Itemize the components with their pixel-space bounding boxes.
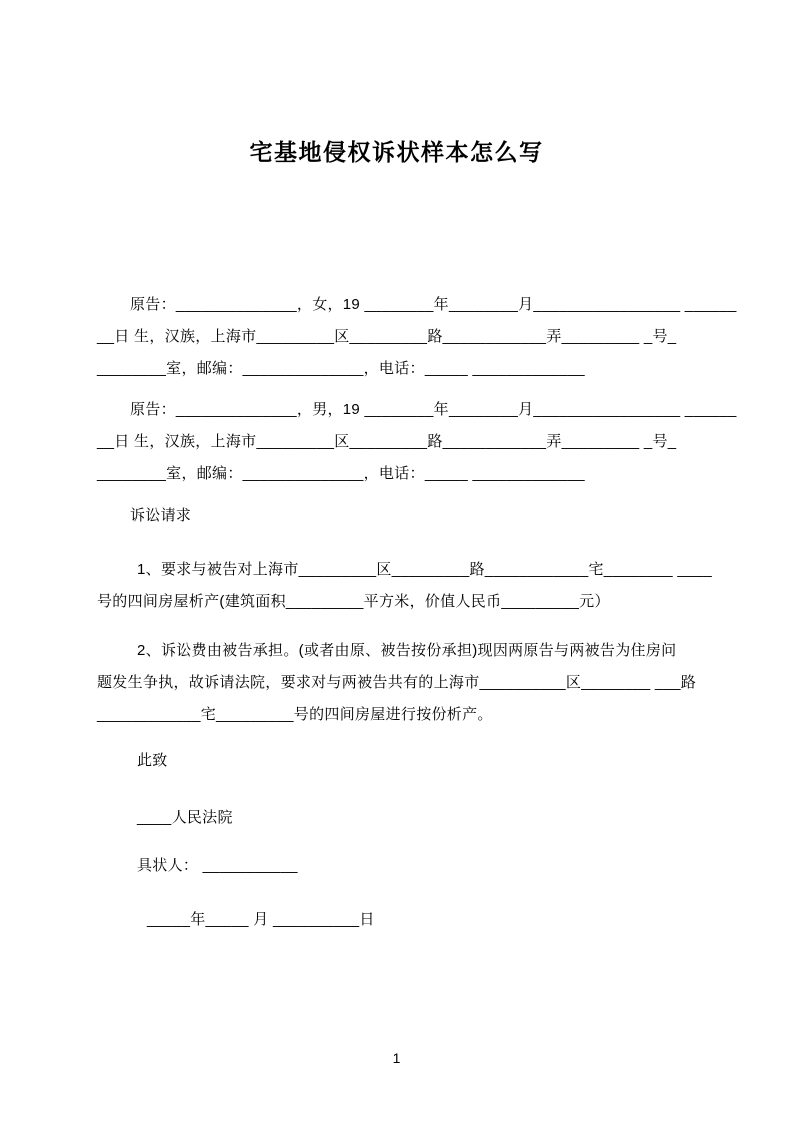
claim-line: 1、要求与被告对上海市_________区_________路____________宅________ ____ — [137, 561, 712, 578]
closing-salutation — [97, 745, 703, 777]
plaintiff-line: 原告：______________，男，19 ________年________月_________________ ______ — [130, 401, 737, 418]
plaintiff-line: __日 生，汉族，上海市_________区_________路____________弄_________ _号_ — [97, 433, 677, 450]
closing-date-line — [97, 904, 703, 936]
closing-court-text: ____人民法院 — [137, 809, 233, 826]
claims-heading-text: 诉讼请求 — [130, 507, 192, 524]
plaintiff-line: ________室，邮编：______________，电话：_____ _____________ — [97, 360, 585, 377]
document-title: 宅基地侵权诉状样本怎么写 — [249, 139, 544, 165]
page-number: 1 — [392, 1050, 401, 1066]
plaintiff-line: __日 生，汉族，上海市_________区_________路____________弄_________ _号_ — [97, 328, 677, 345]
claim-item-2 — [97, 635, 703, 731]
closing-court-line — [97, 802, 703, 834]
plaintiff-paragraph-male — [97, 394, 737, 490]
plaintiff-line: 原告：______________，女，19 ________年________月_________________ ______ — [130, 296, 737, 313]
claims-heading — [97, 500, 703, 532]
claim-line: ____________宅_________号的四间房屋进行按份析产。 — [97, 706, 493, 723]
claim-line: 2、诉讼费由被告承担。(或者由原、被告按份承担)现因两原告与两被告为住房问 — [137, 642, 677, 659]
plaintiff-paragraph-female — [97, 289, 737, 385]
closing-date-text: _____年_____ 月 __________日 — [147, 911, 375, 928]
claim-line: 题发生争执，故诉请法院，要求对与两被告共有的上海市__________区________ ___路 — [97, 674, 697, 691]
plaintiff-line: ________室，邮编：______________，电话：_____ _____________ — [97, 465, 585, 482]
claim-item-1 — [97, 554, 712, 618]
closing-petitioner-text: 具状人： ___________ — [137, 857, 298, 874]
closing-salutation-text: 此致 — [137, 752, 168, 769]
closing-petitioner-line — [97, 850, 703, 882]
claim-line: 号的四间房屋析产(建筑面积_________平方米，价值人民币_________元） — [97, 593, 610, 610]
